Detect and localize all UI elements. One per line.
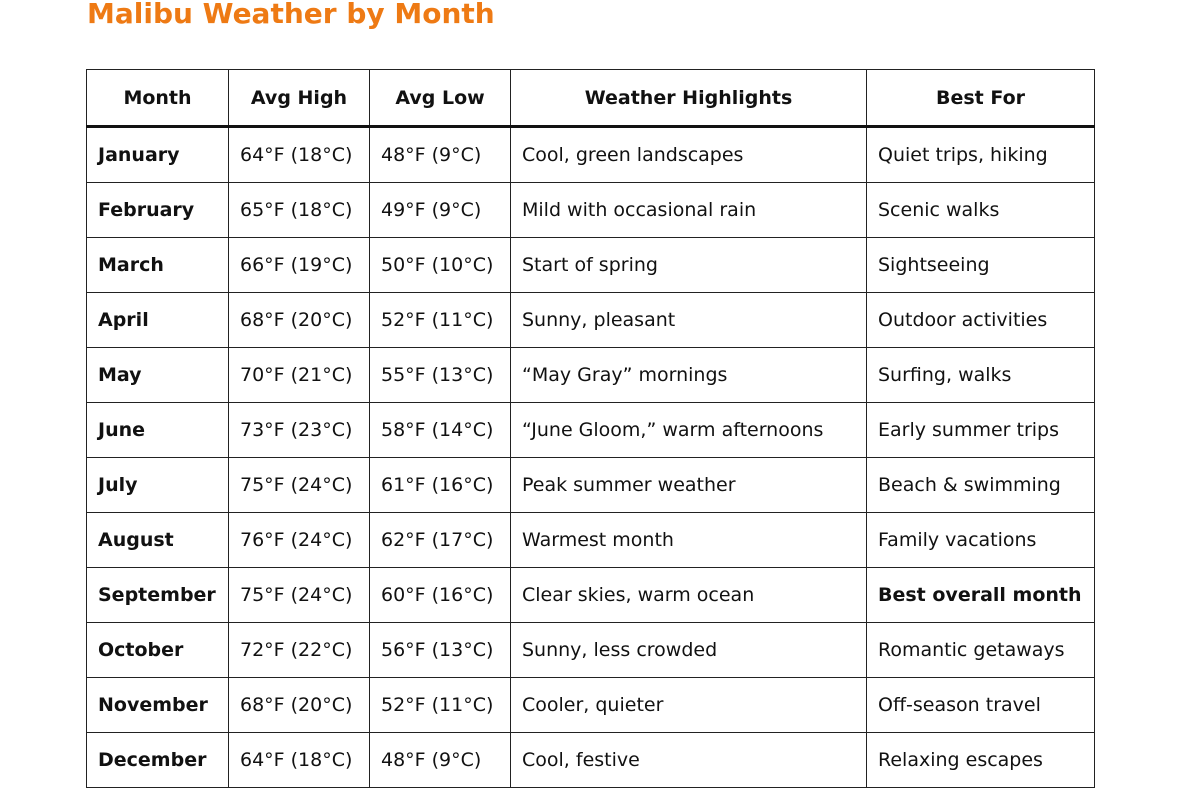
- table-row: [87, 238, 1095, 293]
- cell-weather-highlights: “June Gloom,” warm afternoons: [511, 403, 867, 458]
- cell-avg-high: 70°F (21°C): [229, 348, 370, 403]
- cell-avg-low: 55°F (13°C): [370, 348, 511, 403]
- table-row: [87, 293, 1095, 348]
- header-avg-high: Avg High: [229, 70, 370, 127]
- table-body: [87, 127, 1095, 788]
- cell-month: April: [87, 293, 229, 348]
- table-row: [87, 733, 1095, 788]
- header-avg-low: Avg Low: [370, 70, 511, 127]
- header-weather-highlights: Weather Highlights: [511, 70, 867, 127]
- cell-month: February: [87, 183, 229, 238]
- table-row: [87, 623, 1095, 678]
- cell-best-for: Quiet trips, hiking: [867, 127, 1095, 183]
- header-best-for: Best For: [867, 70, 1095, 127]
- cell-weather-highlights: Clear skies, warm ocean: [511, 568, 867, 623]
- cell-avg-low: 52°F (11°C): [370, 678, 511, 733]
- cell-avg-high: 64°F (18°C): [229, 127, 370, 183]
- cell-avg-high: 65°F (18°C): [229, 183, 370, 238]
- cell-avg-low: 48°F (9°C): [370, 733, 511, 788]
- cell-best-for: Surfing, walks: [867, 348, 1095, 403]
- cell-best-for: Sightseeing: [867, 238, 1095, 293]
- cell-best-for: Outdoor activities: [867, 293, 1095, 348]
- weather-table: [86, 69, 1095, 788]
- cell-weather-highlights: “May Gray” mornings: [511, 348, 867, 403]
- cell-avg-high: 75°F (24°C): [229, 568, 370, 623]
- cell-avg-high: 68°F (20°C): [229, 293, 370, 348]
- cell-avg-low: 61°F (16°C): [370, 458, 511, 513]
- cell-avg-high: 66°F (19°C): [229, 238, 370, 293]
- cell-best-for: Scenic walks: [867, 183, 1095, 238]
- cell-weather-highlights: Sunny, less crowded: [511, 623, 867, 678]
- cell-avg-low: 56°F (13°C): [370, 623, 511, 678]
- cell-best-for: Beach & swimming: [867, 458, 1095, 513]
- table-row: [87, 348, 1095, 403]
- cell-best-for: Family vacations: [867, 513, 1095, 568]
- cell-best-for: Off-season travel: [867, 678, 1095, 733]
- cell-month: June: [87, 403, 229, 458]
- cell-avg-high: 64°F (18°C): [229, 733, 370, 788]
- cell-weather-highlights: Peak summer weather: [511, 458, 867, 513]
- cell-best-for: Relaxing escapes: [867, 733, 1095, 788]
- cell-avg-low: 58°F (14°C): [370, 403, 511, 458]
- cell-month: August: [87, 513, 229, 568]
- table-row: [87, 127, 1095, 183]
- header-month: Month: [87, 70, 229, 127]
- cell-weather-highlights: Sunny, pleasant: [511, 293, 867, 348]
- cell-avg-low: 48°F (9°C): [370, 127, 511, 183]
- cell-avg-high: 68°F (20°C): [229, 678, 370, 733]
- cell-month: May: [87, 348, 229, 403]
- cell-month: November: [87, 678, 229, 733]
- table-row: [87, 678, 1095, 733]
- table-header-row: [87, 70, 1095, 127]
- table-row: [87, 403, 1095, 458]
- table-row: [87, 568, 1095, 623]
- cell-best-for: Best overall month: [867, 568, 1095, 623]
- cell-weather-highlights: Cooler, quieter: [511, 678, 867, 733]
- cell-avg-low: 49°F (9°C): [370, 183, 511, 238]
- cell-month: January: [87, 127, 229, 183]
- cell-month: March: [87, 238, 229, 293]
- cell-best-for: Early summer trips: [867, 403, 1095, 458]
- table-row: [87, 183, 1095, 238]
- cell-weather-highlights: Warmest month: [511, 513, 867, 568]
- cell-avg-high: 76°F (24°C): [229, 513, 370, 568]
- cell-avg-high: 75°F (24°C): [229, 458, 370, 513]
- cell-avg-high: 72°F (22°C): [229, 623, 370, 678]
- table-row: [87, 513, 1095, 568]
- cell-weather-highlights: Mild with occasional rain: [511, 183, 867, 238]
- cell-avg-low: 50°F (10°C): [370, 238, 511, 293]
- cell-month: December: [87, 733, 229, 788]
- page-title: Malibu Weather by Month: [87, 0, 495, 30]
- cell-weather-highlights: Start of spring: [511, 238, 867, 293]
- cell-avg-low: 52°F (11°C): [370, 293, 511, 348]
- cell-weather-highlights: Cool, green landscapes: [511, 127, 867, 183]
- cell-month: September: [87, 568, 229, 623]
- cell-avg-low: 60°F (16°C): [370, 568, 511, 623]
- cell-best-for: Romantic getaways: [867, 623, 1095, 678]
- cell-avg-high: 73°F (23°C): [229, 403, 370, 458]
- cell-month: July: [87, 458, 229, 513]
- table-row: [87, 458, 1095, 513]
- cell-month: October: [87, 623, 229, 678]
- cell-avg-low: 62°F (17°C): [370, 513, 511, 568]
- cell-weather-highlights: Cool, festive: [511, 733, 867, 788]
